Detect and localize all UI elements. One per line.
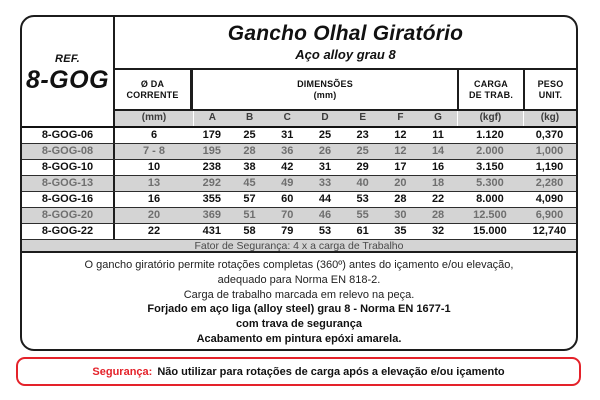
table-row (22, 128, 576, 144)
description-line-bold: com trava de segurança (236, 318, 362, 331)
table-row (22, 208, 576, 224)
row-ref-code: 8-GOG-10 (22, 160, 115, 175)
column-group-header (115, 70, 576, 111)
page-subtitle: Aço alloy grau 8 (295, 47, 396, 62)
cell-working-load: 12.500 (473, 209, 507, 221)
cell-dim-g: 14 (431, 145, 445, 157)
cell-dim-f: 28 (394, 193, 407, 205)
cell-dim-c: 36 (281, 145, 294, 157)
col-header-weight (523, 70, 576, 109)
col-header-dimensions-line1: DIMENSÕES (297, 78, 353, 89)
cell-chain-diameter: 13 (147, 177, 161, 189)
description-line: Carga de trabalho marcada em relevo na peça. (183, 288, 415, 301)
row-ref-code: 8-GOG-06 (22, 128, 115, 143)
description-line-bold: Forjado em aço liga (alloy steel) grau 8 - Norma EN 1677-1 (147, 303, 451, 316)
cell-dim-a: 179 (202, 129, 222, 141)
cell-dim-b: 57 (243, 193, 256, 205)
cell-dim-a: 238 (202, 161, 222, 173)
col-header-load-line2: DE TRAB. (468, 89, 514, 100)
col-header-load-line1: CARGA (474, 78, 508, 89)
unit-col-a: A (193, 111, 231, 126)
unit-col-f: F (397, 112, 404, 123)
cell-dim-e: 29 (356, 161, 369, 173)
cell-dim-a: 195 (202, 145, 222, 157)
row-ref-code: 8-GOG-13 (22, 176, 115, 191)
cell-dim-a: 431 (202, 225, 222, 237)
cell-unit-weight: 2,280 (535, 177, 564, 189)
unit-col-e: E (359, 112, 366, 123)
description-line: adequado para Norma EN 818-2. (217, 273, 381, 286)
cell-dim-c: 60 (281, 193, 294, 205)
page-title: Gancho Olhal Giratório (227, 22, 464, 45)
cell-working-load: 8.000 (476, 193, 504, 205)
cell-dim-b: 51 (243, 209, 256, 221)
cell-working-load: 3.150 (476, 161, 504, 173)
cell-dim-d: 44 (318, 193, 332, 205)
cell-working-load: 1.120 (476, 129, 504, 141)
cell-dim-d: 33 (318, 177, 332, 189)
cell-working-load: 5.300 (476, 177, 504, 189)
cell-dim-b: 58 (243, 225, 256, 237)
cell-chain-diameter: 7 - 8 (142, 145, 165, 157)
spec-sheet-card (20, 15, 578, 351)
cell-dim-e: 55 (356, 209, 369, 221)
cell-dim-a: 292 (202, 177, 222, 189)
cell-dim-c: 31 (281, 129, 294, 141)
cell-dim-d: 25 (318, 129, 332, 141)
cell-dim-g: 32 (431, 225, 445, 237)
table-row (22, 224, 576, 240)
header-right (115, 17, 576, 126)
col-header-weight-line2: UNIT. (538, 89, 563, 100)
cell-chain-diameter: 10 (147, 161, 161, 173)
safety-warning-text: Não utilizar para rotações de carga após a elevação e/ou içamento (157, 365, 505, 378)
cell-dim-c: 42 (281, 161, 294, 173)
cell-chain-diameter: 16 (147, 193, 161, 205)
row-ref-code: 8-GOG-22 (22, 224, 115, 239)
col-header-weight-line1: PESO (537, 78, 564, 89)
cell-working-load: 15.000 (473, 225, 507, 237)
col-header-load (457, 70, 523, 109)
ref-cell (22, 17, 115, 126)
cell-chain-diameter: 22 (147, 225, 161, 237)
safety-warning-label: Segurança: (92, 365, 153, 378)
cell-dim-e: 23 (356, 129, 369, 141)
cell-dim-d: 26 (318, 145, 332, 157)
description-line-bold: Acabamento em pintura epóxi amarela. (196, 332, 402, 345)
row-ref-code: 8-GOG-20 (22, 208, 115, 223)
ref-code: 8-GOG (25, 66, 110, 94)
cell-dim-d: 46 (318, 209, 332, 221)
description-block (22, 253, 576, 347)
cell-dim-e: 40 (356, 177, 369, 189)
col-header-diameter-line1: Ø DA (140, 78, 165, 89)
cell-unit-weight: 6,900 (535, 209, 564, 221)
units-row (115, 111, 576, 126)
row-ref-code: 8-GOG-08 (22, 144, 115, 159)
cell-dim-f: 12 (394, 145, 407, 157)
cell-unit-weight: 4,090 (535, 193, 564, 205)
cell-dim-d: 31 (318, 161, 332, 173)
cell-dim-b: 25 (243, 129, 256, 141)
cell-dim-b: 45 (243, 177, 256, 189)
title-area (115, 17, 576, 70)
cell-dim-e: 25 (356, 145, 369, 157)
cell-dim-c: 79 (281, 225, 294, 237)
cell-dim-b: 28 (243, 145, 256, 157)
unit-col-d: D (321, 112, 329, 123)
cell-dim-f: 17 (394, 161, 407, 173)
cell-unit-weight: 1,000 (535, 145, 564, 157)
cell-chain-diameter: 6 (150, 129, 158, 141)
cell-dim-c: 49 (281, 177, 294, 189)
cell-unit-weight: 12,740 (532, 225, 567, 237)
ref-label: REF. (54, 53, 81, 65)
row-ref-code: 8-GOG-16 (22, 192, 115, 207)
cell-dim-d: 53 (318, 225, 332, 237)
cell-dim-f: 12 (394, 129, 407, 141)
table-row (22, 176, 576, 192)
col-header-diameter-line2: CORRENTE (126, 89, 179, 100)
col-header-dimensions-line2: (mm) (313, 89, 337, 100)
cell-dim-e: 53 (356, 193, 369, 205)
safety-warning-box (16, 357, 581, 386)
cell-unit-weight: 1,190 (535, 161, 564, 173)
cell-dim-b: 38 (243, 161, 256, 173)
unit-kg: (kg) (523, 111, 576, 126)
cell-working-load: 2.000 (476, 145, 504, 157)
cell-unit-weight: 0,370 (535, 129, 564, 141)
unit-col-c: C (283, 112, 291, 123)
col-header-diameter (115, 70, 193, 109)
cell-dim-g: 18 (431, 177, 445, 189)
table-row (22, 144, 576, 160)
cell-dim-c: 70 (281, 209, 294, 221)
cell-dim-f: 20 (394, 177, 407, 189)
unit-col-g: G (434, 112, 442, 123)
unit-mm: (mm) (141, 112, 167, 123)
cell-dim-f: 30 (394, 209, 407, 221)
description-line: O gancho giratório permite rotações completas (360º) antes do içamento e/ou elevação, (84, 259, 514, 271)
header-band (22, 17, 576, 126)
table-row (22, 192, 576, 208)
safety-factor-row: Fator de Segurança: 4 x a carga de Trabalho (22, 240, 576, 253)
spec-table-body (22, 126, 576, 240)
cell-chain-diameter: 20 (147, 209, 161, 221)
cell-dim-g: 22 (431, 193, 445, 205)
cell-dim-a: 355 (202, 193, 222, 205)
cell-dim-a: 369 (202, 209, 222, 221)
table-row (22, 160, 576, 176)
cell-dim-g: 16 (431, 161, 445, 173)
cell-dim-g: 11 (432, 129, 444, 141)
col-header-dimensions (193, 70, 457, 109)
cell-dim-f: 35 (394, 225, 407, 237)
cell-dim-g: 28 (431, 209, 445, 221)
unit-col-b: B (245, 112, 254, 123)
unit-kgf: (kgf) (457, 111, 523, 126)
cell-dim-e: 61 (356, 225, 369, 237)
